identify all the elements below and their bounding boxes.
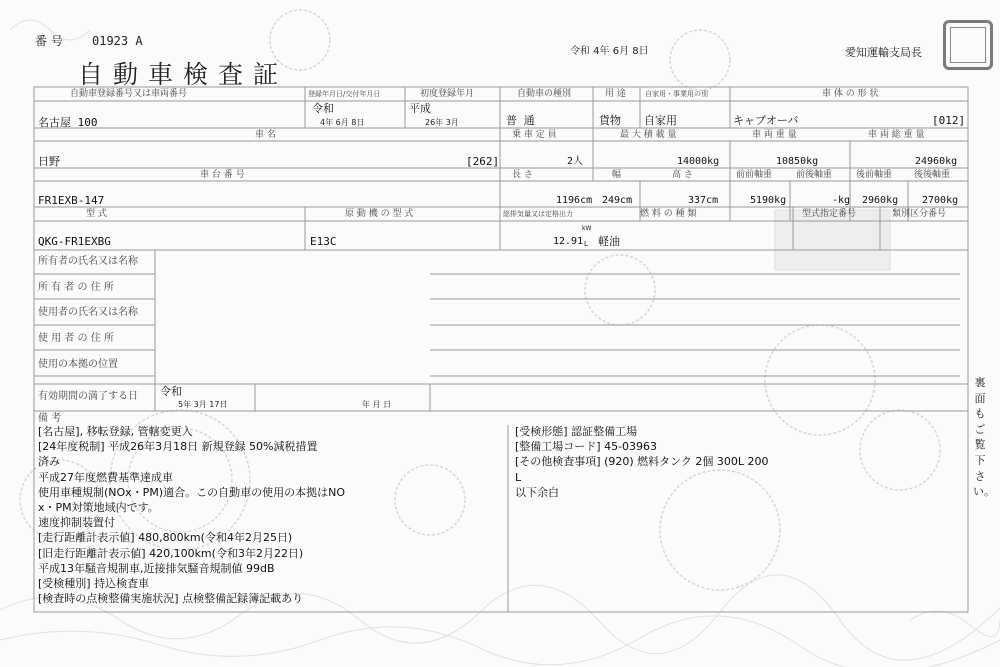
body-shape-code: [012] bbox=[932, 114, 966, 127]
vehicle-height: 337cm bbox=[688, 195, 719, 206]
chassis-number: FR1EXB-147 bbox=[38, 194, 105, 207]
remarks-left-column bbox=[38, 424, 345, 606]
engine-displacement: 12.91 bbox=[553, 236, 584, 247]
height-label: 高 さ bbox=[672, 170, 693, 180]
remark-line: [その他検査事項] (920) 燃料タンク 2個 300L 200 bbox=[515, 455, 769, 469]
remarks-label: 備 考 bbox=[38, 413, 62, 424]
remark-line: 済み bbox=[38, 455, 60, 469]
vehicle-weight-label: 車 両 重 量 bbox=[752, 130, 797, 140]
maker-code: [262] bbox=[466, 155, 500, 168]
engine-model: E13C bbox=[310, 235, 337, 248]
remark-line: [走行距離計表示値] 480,800km(令和4年2月25日) bbox=[38, 531, 293, 545]
gross-vehicle-weight: 24960kg bbox=[915, 156, 958, 167]
maker-label: 車 名 bbox=[255, 130, 276, 140]
model-label: 型 式 bbox=[86, 209, 107, 219]
first-registration-date: 26年 3月 bbox=[425, 118, 459, 127]
validity-blank-date: 年 月 日 bbox=[362, 400, 392, 409]
vehicle-model: QKG-FR1EXBG bbox=[38, 235, 111, 248]
body-shape-label: 車 体 の 形 状 bbox=[822, 89, 879, 99]
private-business: 自家用 bbox=[644, 114, 677, 127]
max-load: 14000kg bbox=[677, 156, 720, 167]
front-rear-axle-label: 前後軸重 bbox=[796, 170, 833, 180]
remark-line: 平成27年度燃費基準達成車 bbox=[38, 470, 173, 484]
vehicle-maker: 日野 bbox=[38, 155, 60, 168]
remark-line: 使用車種規制(NOx・PM)適合。この自動車の使用の本拠はNO bbox=[38, 485, 345, 499]
registration-number: 名古屋 100 bbox=[38, 116, 98, 129]
displacement-label: 総排気量又は定格出力 bbox=[503, 210, 573, 218]
document-title: 自動車検査証 bbox=[78, 60, 289, 89]
rear-front-axle-label: 後前軸重 bbox=[856, 170, 893, 180]
remark-line: L bbox=[515, 470, 522, 484]
first-reg-era: 平成 bbox=[409, 102, 431, 115]
reg-number-label: 自動車登録番号又は車両番号 bbox=[70, 89, 188, 99]
remarks-right-column bbox=[515, 424, 769, 500]
certificate-number: 01923 A bbox=[92, 34, 143, 48]
rear-rear-axle-weight: 2700kg bbox=[922, 195, 959, 206]
body-shape: キャブオーバ bbox=[733, 114, 799, 127]
registration-date: 4年 6月 8日 bbox=[320, 118, 365, 127]
remark-line: [検査時の点検整備実施状況] 点検整備記録簿記載あり bbox=[38, 592, 304, 606]
vehicle-use: 貨物 bbox=[599, 114, 621, 127]
fuel-type: 軽油 bbox=[598, 235, 620, 248]
private-business-label: 自家用・事業用の別 bbox=[645, 90, 708, 98]
use-label: 用 途 bbox=[605, 89, 626, 99]
front-front-axle-weight: 5190kg bbox=[750, 195, 787, 206]
remark-line: [名古屋], 移転登録, 管轄変更入 bbox=[38, 425, 193, 438]
vehicle-weight: 10850kg bbox=[776, 156, 819, 167]
vehicle-length: 1196cm bbox=[556, 195, 593, 206]
vehicle-kind: 普 通 bbox=[506, 114, 535, 127]
certificate-number-label: 番 号 bbox=[35, 34, 63, 48]
validity-label: 有効期間の満了する日 bbox=[38, 391, 138, 402]
category-number-label: 類別区分番号 bbox=[892, 209, 947, 219]
remark-line: x・PM対策地域内です。 bbox=[38, 501, 159, 515]
reg-era: 令和 bbox=[312, 102, 334, 115]
issuer-name: 愛知運輸支局長 bbox=[845, 46, 922, 59]
passenger-capacity: 2人 bbox=[567, 156, 584, 167]
width-label: 幅 bbox=[612, 170, 622, 180]
capacity-label: 乗 車 定 員 bbox=[512, 130, 557, 140]
see-reverse-note: 裏面もご覧下さい。 bbox=[973, 376, 995, 499]
rear-front-axle-weight: 2960kg bbox=[862, 195, 899, 206]
chassis-number-label: 車 台 番 号 bbox=[200, 170, 245, 180]
length-label: 長 さ bbox=[512, 170, 533, 180]
remark-line: [旧走行距離計表示値] 420,100km(令和3年2月22日) bbox=[38, 546, 304, 560]
gross-weight-label: 車 両 総 重 量 bbox=[868, 130, 925, 140]
validity-date: 5年 3月 17日 bbox=[178, 400, 228, 409]
remark-line: [24年度税制] 平成26年3月18日 新規登録 50%減税措置 bbox=[38, 440, 318, 454]
base-location-label: 使用の本拠の位置 bbox=[38, 359, 118, 370]
front-front-axle-label: 前前軸重 bbox=[736, 170, 773, 180]
vehicle-width: 249cm bbox=[602, 195, 633, 206]
issue-date: 令和 4年 6月 8日 bbox=[570, 46, 649, 57]
owner-address-label: 所 有 者 の 住 所 bbox=[38, 282, 114, 293]
user-name-label: 使用者の氏名又は名称 bbox=[38, 307, 138, 318]
remark-line: 以下余白 bbox=[515, 485, 559, 499]
rear-rear-axle-label: 後後軸重 bbox=[914, 170, 951, 180]
displacement-unit: kW bbox=[582, 225, 592, 232]
engine-model-label: 原 動 機 の 型 式 bbox=[345, 209, 414, 219]
owner-name-label: 所有者の氏名又は名称 bbox=[38, 256, 138, 267]
validity-era: 令和 bbox=[160, 385, 182, 398]
fuel-type-label: 燃 料 の 種 類 bbox=[640, 209, 697, 219]
reg-date-label: 登録年月日/交付年月日 bbox=[308, 90, 381, 98]
remark-line: 速度抑制装置付 bbox=[38, 516, 115, 530]
user-address-label: 使 用 者 の 住 所 bbox=[38, 333, 114, 344]
max-load-label: 最 大 積 載 量 bbox=[620, 130, 677, 140]
remark-line: [整備工場コード] 45-03963 bbox=[515, 440, 658, 454]
remark-line: 平成13年騒音規制車,近接排気騒音規制値 99dB bbox=[38, 561, 275, 575]
first-reg-label: 初度登録年月 bbox=[420, 89, 475, 99]
model-designation-number-label: 型式指定番号 bbox=[802, 209, 857, 219]
remark-line: [受検種別] 持込検査車 bbox=[38, 577, 150, 591]
remark-line: [受検形態] 認証整備工場 bbox=[515, 425, 638, 438]
front-rear-axle-weight: -kg bbox=[832, 195, 851, 206]
vehicle-kind-label: 自動車の種別 bbox=[517, 89, 572, 99]
displacement-unit-liter: L bbox=[584, 240, 588, 248]
